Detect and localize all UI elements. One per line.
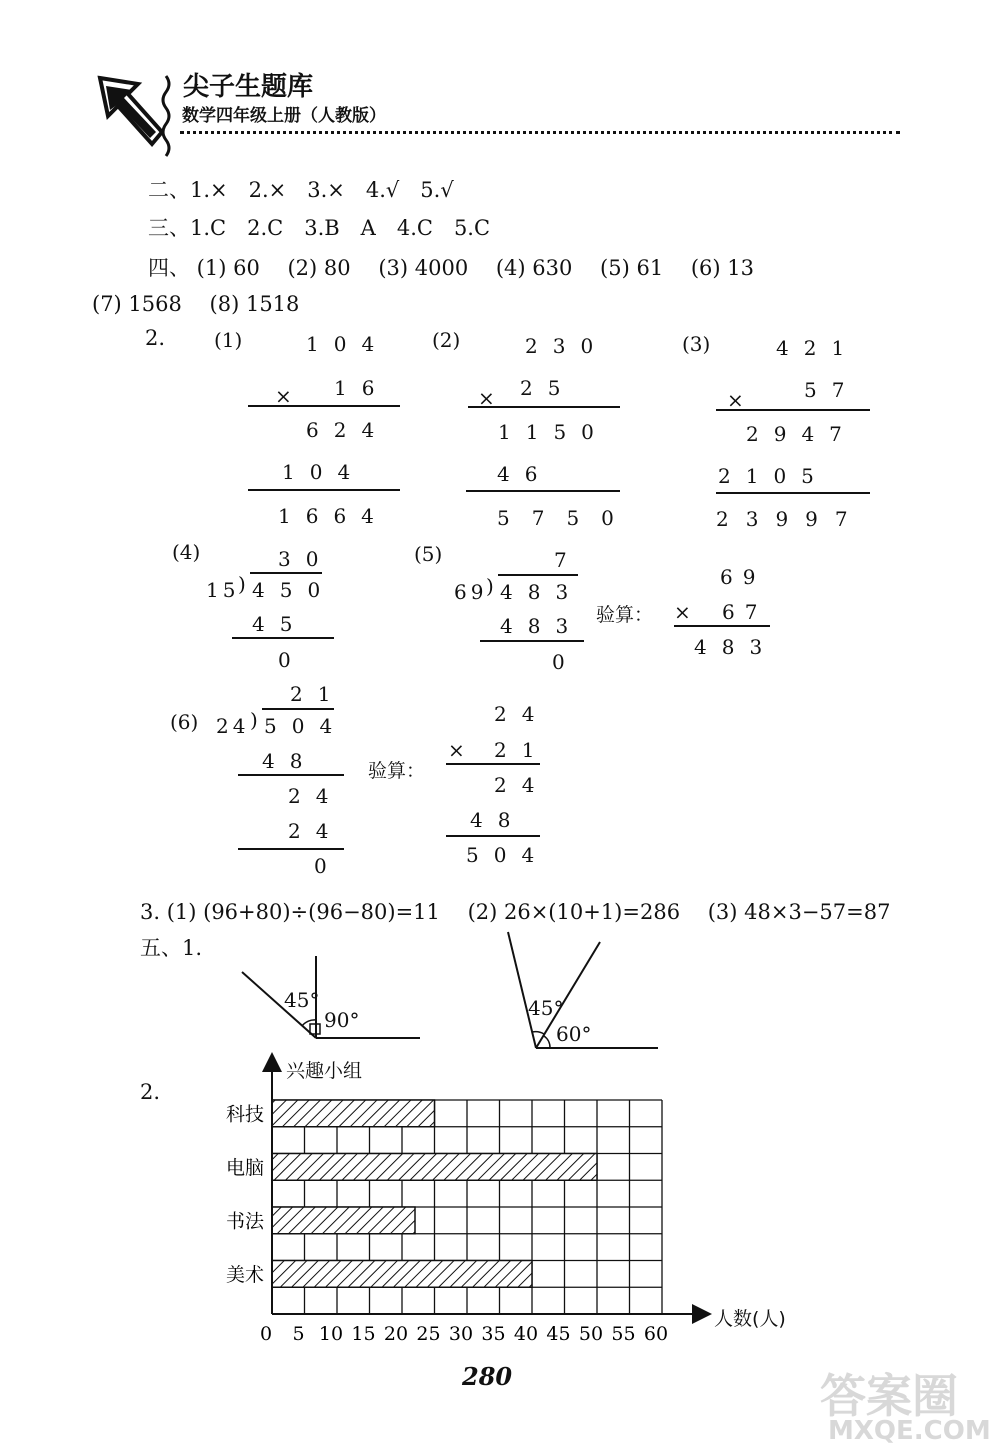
calc-6-remainder-1: 24: [288, 784, 344, 808]
calc-5-check-times-sign: ×: [674, 600, 691, 624]
answer-section-5-label: 五、1.: [140, 936, 203, 960]
calc-5-divisor: 69: [454, 580, 488, 604]
x-tick-label: 10: [318, 1323, 344, 1345]
chart-tick-labels: [260, 1323, 668, 1345]
calc-3-partial-2: 2105: [718, 464, 829, 488]
calc-4-subtract-1: 45: [252, 612, 308, 636]
interest-group-bar-chart: [200, 1050, 720, 1360]
calc-1-multiplier: 16: [334, 376, 390, 400]
angle-figure-1: [240, 948, 430, 1048]
calc-2-times-sign: ×: [478, 386, 495, 410]
x-tick-label: 30: [448, 1323, 474, 1345]
calc-5-check-b: 67: [722, 600, 768, 624]
calc-3-partial-1: 2947: [746, 422, 857, 446]
calc-1-times-sign: ×: [275, 384, 292, 408]
calc-5-line: [480, 640, 584, 642]
calc-4-quotient: 30: [278, 547, 334, 571]
angle-2-label-a: 45°: [528, 996, 564, 1020]
calc-5-remainder: 0: [552, 650, 580, 674]
calc-3-label: (3): [682, 332, 711, 356]
calc-5-subtract-1: 483: [500, 614, 584, 638]
calc-5-check-label: 验算：: [596, 604, 654, 626]
calc-5-bracket-top: [498, 574, 578, 576]
calc-4-bracket-top: [250, 572, 322, 574]
calc-6-check-result: 504: [466, 843, 550, 867]
calc-5-bracket: ): [486, 574, 494, 598]
calc-3-multiplicand: 421: [776, 336, 860, 360]
calc-4-divisor: 15: [206, 578, 240, 602]
calc-1-label: (1): [214, 328, 243, 352]
answer-section-4-question-3: 3. (1) (96+80)÷(96−80)=11 (2) 26×(10+1)=286 (3) 48×3−57=87: [140, 900, 891, 924]
chart-x-axis-label: 人数(人): [714, 1308, 786, 1330]
calc-question-label: 2.: [145, 326, 166, 350]
x-tick-label: 55: [611, 1323, 636, 1345]
book-title: 尖子生题库: [183, 72, 314, 102]
calc-2-partial-2: 46: [497, 462, 553, 486]
x-tick-label: 60: [643, 1323, 669, 1345]
x-tick-label: 5: [292, 1323, 305, 1345]
calc-6-subtract-1: 48: [262, 749, 318, 773]
calc-2-label: (2): [432, 328, 461, 352]
calc-1-line-1: [248, 405, 400, 407]
x-tick-label: 20: [383, 1323, 409, 1345]
calc-3-line-1: [716, 409, 870, 411]
calc-3-multiplier: 57: [804, 378, 860, 402]
calc-6-label: (6): [170, 710, 199, 734]
calc-4-dividend: 450: [252, 578, 336, 602]
calc-2-line-1: [468, 406, 620, 408]
answer-section-3: 三、1.C 2.C 3.B A 4.C 5.C: [148, 216, 491, 240]
calc-4-remainder: 0: [278, 648, 306, 672]
x-tick-label: 45: [546, 1323, 571, 1345]
x-tick-label: 35: [481, 1323, 506, 1345]
calc-6-bracket: ): [250, 708, 258, 732]
x-tick-label: 40: [513, 1323, 539, 1345]
calc-5-dividend: 483: [500, 580, 584, 604]
chart-y-axis-label: 兴趣小组: [286, 1060, 363, 1082]
calc-3-line-2: [716, 492, 870, 494]
calc-5-check-line: [674, 625, 770, 627]
calc-6-check-line-1: [446, 763, 540, 765]
calc-6-check-label: 验算：: [368, 760, 426, 782]
calc-2-multiplier: 25: [520, 376, 576, 400]
calc-6-check-times-sign: ×: [448, 738, 465, 762]
calc-1-partial-2: 104: [282, 460, 366, 484]
answer-section-2: 二、1.× 2.× 3.× 4.√ 5.√: [148, 178, 454, 202]
calc-3-result: 23997: [716, 507, 865, 531]
calc-5-label: (5): [414, 542, 443, 566]
x-tick-label: 15: [351, 1323, 376, 1345]
calc-6-remainder: 0: [314, 854, 342, 878]
chart-category-labels: [226, 1103, 265, 1286]
calc-6-line-1: [238, 774, 344, 776]
calc-6-bracket-top: [262, 708, 334, 710]
calc-5-check-a: 69: [720, 565, 766, 589]
calc-6-divisor: 24: [216, 714, 250, 738]
calc-6-subtract-2: 24: [288, 819, 344, 843]
calc-1-line-2: [248, 489, 400, 491]
calc-4-bracket: ): [238, 572, 246, 596]
watermark-logo: 答案圈: [820, 1369, 958, 1423]
header-dotted-rule: [180, 131, 900, 134]
bar-3: [272, 1261, 532, 1288]
calc-2-partial-1: 1150: [498, 420, 609, 444]
calc-1-multiplicand: 104: [306, 332, 390, 356]
angle-1-label-b: 90°: [324, 1008, 360, 1032]
arrow-logo-icon: [92, 70, 172, 160]
category-label-0: 科技: [225, 1103, 264, 1126]
calc-1-result: 1664: [278, 504, 389, 528]
calc-1-partial-1: 624: [306, 418, 390, 442]
calc-2-line-2: [466, 490, 620, 492]
page-number: 280: [462, 1362, 513, 1391]
bar-0: [272, 1100, 435, 1127]
calc-3-times-sign: ×: [727, 388, 744, 412]
x-tick-label: 0: [259, 1323, 273, 1345]
bar-2: [272, 1207, 415, 1234]
calc-6-check-partial-1: 24: [494, 773, 550, 797]
angle-1-label-a: 45°: [284, 988, 320, 1012]
answer-section-4-line1: 四、 (1) 60 (2) 80 (3) 4000 (4) 630 (5) 61 (6) 13: [148, 256, 754, 280]
watermark-url: MXQE.COM: [828, 1416, 991, 1446]
x-tick-label: 50: [578, 1323, 604, 1345]
angle-2-label-b: 60°: [556, 1022, 592, 1046]
calc-5-quotient: 7: [554, 548, 582, 572]
category-label-1: 电脑: [225, 1156, 264, 1179]
calc-2-multiplicand: 230: [525, 334, 609, 358]
chart-question-label: 2.: [140, 1080, 161, 1104]
x-tick-label: 25: [416, 1323, 441, 1345]
calc-4-line: [232, 637, 334, 639]
calc-4-label: (4): [172, 540, 201, 564]
category-label-2: 书法: [225, 1210, 264, 1233]
calc-5-check-result: 483: [694, 635, 778, 659]
calc-6-check-a: 24: [494, 702, 550, 726]
calc-6-dividend: 504: [264, 714, 348, 738]
calc-6-check-line-2: [446, 835, 540, 837]
calc-6-check-b: 21: [494, 738, 550, 762]
category-label-3: 美术: [225, 1263, 264, 1286]
calc-2-result: 5750: [497, 506, 636, 530]
answer-section-4-line2: (7) 1568 (8) 1518: [92, 292, 300, 316]
calc-6-quotient: 21: [290, 682, 346, 706]
bar-1: [272, 1154, 597, 1181]
book-subtitle: 数学四年级上册（人教版）: [182, 106, 386, 126]
calc-6-line-2: [238, 848, 344, 850]
calc-6-check-partial-2: 48: [470, 808, 526, 832]
